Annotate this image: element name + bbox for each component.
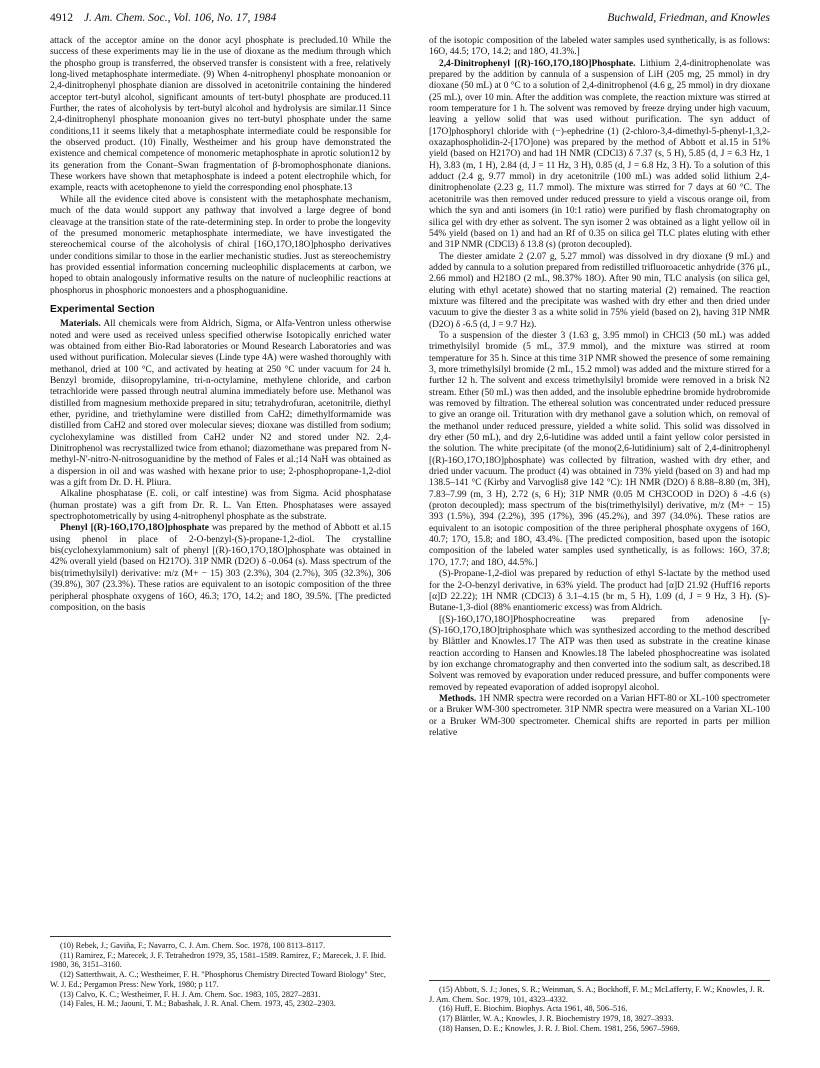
paragraph: (S)-Propane-1,2-diol was prepared by reduction of ethyl S-lactate by the method used for the 2-O-benzyl derivative, in 63% yield. The product had [α]D 21.92 (Huff16 reports [α]D 22.22); 1H NMR (CDCl3) δ 3.1–4.15 (br m, 5 H), 1.09 (d, J = 9 Hz, 3 H). (S)-Butane-1,3-diol (88% enantiomeric excess) was from Aldrich. — [429, 569, 770, 614]
footnotes — [429, 973, 770, 1034]
run-in-heading: Phenyl [(R)-16O,17O,18O]phosphate — [60, 523, 209, 534]
methods-paragraph — [429, 694, 770, 739]
footnote: (15) Abbott, S. J.; Jones, S. R.; Weinman, S. A.; Bockhoff, F. M.; McLafferty, F. W.; Knowles, J. R. J. Am. Chem. Soc. 1979, 101, 4323–4332. — [429, 985, 765, 1004]
paragraph: Alkaline phosphatase (E. coli, or calf intestine) was from Sigma. Acid phosphatase (human prostate) was a gift from Dr. R. L. Van Etten. Phosphatases were assayed spectrophotometrically by using 4-nitrophenyl phosphate as the substrate. — [50, 489, 391, 523]
paragraph: of the isotopic composition of the labeled water samples used synthetically, is as follows: 16O, 44.5; 17O, 14.2; and 18O, 41.3%.] — [429, 36, 770, 58]
run-in-heading: Materials. — [60, 319, 101, 330]
dnp-paragraph — [429, 59, 770, 252]
paragraph: The diester amidate 2 (2.07 g, 5.27 mmol) was dissolved in dry dioxane (9 mL) and added by cannula to a solution prepared from redistilled trifluoroacetic anhydride (376 μL, 2.66 mmol) and H218O (2 mL, 98.37% 18O). After 90 min, TLC analysis (on silica gel, eluting with ethyl acetate) showed that no starting material (2) remained. The reaction mixture was filtered and the precipitate was washed with dry ether and then dried under vacuum to give the diester 3 as a white solid in 75% yield (based on 2), having 31P NMR (D2O) δ -6.5 (d, J = 9.7 Hz). — [429, 251, 770, 330]
header-authors: Buchwald, Friedman, and Knowles — [607, 12, 770, 24]
running-header — [50, 12, 770, 28]
paragraph: [(S)-16O,17O,18O]Phosphocreatine was prepared from adenosine [γ-(S)-16O,17O,18O]triphosphate which was synthesized according to the method described by Blättler and Knowles.17 The ATP was then used as substrate in the creatine kinase reaction according to Hansen and Knowles.18 The labeled phosphocreatine was isolated by ion exchange chromatography and then converted into the sodium salt, as described.18 Solvent was removed by evaporation under reduced pressure, and buffer components were removed by repeated evaporation of added isopropyl alcohol. — [429, 614, 770, 693]
paragraph-text: 1H NMR spectra were recorded on a Varian HFT-80 or XL-100 spectrometer or a Bruker WM-300 spectrometer. 31P NMR spectra were measured on a Varian XL-100 or a Bruker WM-300 spectrometer. Chemical shifts are reported in parts per million relative — [429, 693, 771, 738]
materials-paragraph — [50, 319, 391, 489]
footnote: (14) Fales, H. M.; Jaouni, T. M.; Babashak, J. R. Anal. Chem. 1973, 45, 2302–2303. — [60, 999, 336, 1009]
run-in-heading: 2,4-Dinitrophenyl [(R)-16O,17O,18O]Phosphate. — [439, 58, 636, 69]
paragraph: While all the evidence cited above is consistent with the metaphosphate mechanism, much of the data would support any pathway that involved a large degree of bond cleavage at the transition state of the rate-determining step. In order to probe the longevity of the presumed monomeric metaphosphate intermediate, we have investigated the stereochemical course of the alcoholysis of chiral [16O,17O,18O]phospho derivatives under conditions similar to those in the earlier mechanistic studies. Just as stereochemistry has provided essential information concerning nucleophilic displacements at carbon, we hoped to obtain analogously informative results on the nature of nucleophilic reactions at phosphorus in phosphoric monoesters and a phosphoguanidine. — [50, 194, 391, 296]
page-number: 4912 — [50, 12, 73, 24]
paragraph-text: All chemicals were from Aldrich, Sigma, or Alfa-Ventron unless otherwise noted and were used as received unless specified otherwise Isotopically enriched water was obtained from either Bio-Rad laboratories or Mound Research Laboratories and was used without purification. Molecular sieves (Linde type 4A) were washed thoroughly with methanol, dried at 100 °C, and activated by heating at 250 °C under vacuum for 24 h. Benzyl bromide, diisopropylamine, tri-n-octylamine, methylene chloride, and carbon tetrachloride were passed through neutral alumina immediately before use. Methanol was distilled from magnesium methoxide prepared in situ; tetrahydrofuran, acetonitrile, diethyl ether, pyridine, and triethylamine were distilled from CaH2; dimethylformamide was distilled from CaH2 and stored over molecular sieves; dioxane was distilled from sodium; cyclohexylamine was distilled from CaH2 under N2 and stored under N2. 2,4-Dinitrophenol was recrystallized twice from ethanol; diazomethane was prepared from N-methyl-N'-nitro-N-nitrosoguanidine by the method of Fales et al.;14 NaH was obtained as a dispersion in oil and was washed with hexane prior to use; 2-phosphopropane-1,2-diol was a gift from Dr. D. H. Pliura. — [50, 319, 391, 489]
paragraph: To a suspension of the diester 3 (1.63 g, 3.95 mmol) in CHCl3 (50 mL) was added trimethylsilyl bromide (5 mL, 37.9 mmol), and the mixture was stirred at room temperature for 35 h. Since at this time 31P NMR showed the presence of some remaining 3, more trimethylsilyl bromide (2 mL, 15.2 mmol) was added and the mixture stirred for a further 12 h. The solvent and excess trimethylsilyl bromide were removed in a brisk N2 stream. Ether (50 mL) was then added, and the insoluble ephedrine bromide hydrobromide was removed by filtration. The ethereal solution was concentrated under reduced pressure to give an orange oil. Trituration with dry methanol gave a solution which, on removal of the methanol under reduced pressure, yielded a white solid. This solid was dissolved in dry ether (50 mL), and dry 2,6-lutidine was added until a faint yellow color persisted in the solution. The white precipitate (of the mono(2,6-lutidinium) salt of 2,4-dinitrophenyl [(R)-16O,17O,18O]phosphate) was collected by filtration, washed with dry ether, and dried under vacuum. The product (4) was obtained in 73% yield (based on 3) and had mp 138.5–141 °C (Kirby and Varvoglis8 give 142 °C): 1H NMR (D2O) δ 8.88–8.80 (m, 3H), 7.83–7.99 (m, 3 H), 2.72 (s, 6 H); 31P NMR (0.05 M CH3COOD in D2O) δ -4.6 (s) (proton decoupled); mass spectrum of the bis(trimethylsilyl) derivative, m/z (M+ − 15) 393 (1.5%), 394 (2.2%), 395 (17%), 396 (45.2%), and 397 (34.0%). These ratios are equivalent to an isotopic composition of the three peripheral phosphate oxygens of 16O, 40.7; 17O, 15.8; and 18O, 43.4%. [The predicted composition, based upon the isotopic composition of the labeled water samples used synthetically, is as follows: 16O, 37.8; 17O, 17.7; and 18O, 44.5%.] — [429, 330, 770, 568]
paragraph: attack of the acceptor amine on the donor acyl phosphate is precluded.10 While the success of these experiments may lie in the use of dioxane as the medium through which the phospho group is transferred, the observed transfer is consistent with a free, relatively long-lived metaphosphate intermediate. (9) When 4-nitrophenyl phosphate monoanion or 2,4-dinitrophenyl phosphate dianion are dissolved in acetonitrile containing the hindered acceptor tert-butyl alcohol, significant amounts of tert-butyl phosphate are produced.11 Further, the rates of alcoholysis by tert-butyl alcohol and hydrolysis are similar.11 Since 2,4-dinitrophenyl phosphate monoanion gives no tert-butyl phosphate under the same conditions,11 it seems likely that a metaphosphate intermediate could be responsible for the observed product. (10) Finally, Westheimer and his group have demonstrated the existence and chemical competence of monomeric metaphosphate in aprotic solution12 by its generation from the Conant–Swan fragmentation of β-bromophosphonate dianions. These workers have shown that metaphosphate is indeed a potent electrophile which, for example, reacts with acetophenone to yield the corresponding enol phosphate.13 — [50, 36, 391, 194]
run-in-heading: Methods. — [439, 693, 477, 704]
right-column — [429, 36, 770, 1036]
header-left — [50, 12, 276, 24]
footnote: (16) Huff, E. Biochim. Biophys. Acta 1961, 48, 506–516. — [439, 1004, 628, 1014]
footnote: (10) Rebek, J.; Gaviña, F.; Navarro, C. J. Am. Chem. Soc. 1978, 100 8113–8117. — [60, 941, 326, 950]
footnote: (11) Ramirez, F.; Marecek, J. F. Tetrahedron 1979, 35, 1581–1589. Ramirez, F.; Marecek, J. F. Ibid. 1980, 36, 3151–3160. — [50, 950, 386, 970]
phenyl-paragraph — [50, 523, 391, 614]
left-column — [50, 36, 391, 1036]
footnote: (12) Satterthwait, A. C.; Westheimer, F. H. "Phosphorus Chemistry Directed Toward Biology" Stec, W. J. Ed.; Pergamon Press: New York, 1980; p 117. — [50, 970, 386, 989]
journal-citation: J. Am. Chem. Soc., Vol. 106, No. 17, 1984 — [83, 12, 277, 24]
footnote: (18) Hansen, D. E.; Knowles, J. R. J. Biol. Chem. 1981, 256, 5967–5969. — [439, 1023, 680, 1033]
paragraph-text: was prepared by the method of Abbott et al.15 using phenol in place of 2-O-benzyl-(S)-propane-1,2-diol. The crystalline bis(cyclohexylammonium) salt of phenyl [(R)-16O,17O,18O]phosphate was obtained in 42% overall yield (based on H217O). 31P NMR (D2O) δ -0.064 (s). Mass spectrum of the bis(trimethylsilyl) derivative: m/z (M+ − 15) 303 (2.3%), 304 (2.7%), 305 (32.3%), 306 (39.8%), 307 (23.3%). These ratios are equivalent to an isotopic composition of the three peripheral phosphate oxygens of 16O, 46.3; 17O, 14.2; and 18O, 39.5%. [The predicted composition, on the basis — [50, 523, 392, 613]
footnote: (17) Blättler, W. A.; Knowles, J. R. Biochemistry 1979, 18, 3927–3933. — [439, 1014, 674, 1024]
footnotes — [50, 929, 391, 1009]
paragraph-text: Lithium 2,4-dinitrophenolate was prepared by the addition by cannula of a suspension of LiH (205 mg, 25 mmol) in dry dioxane (50 mL) at 0 °C to a solution of 2,4-dinitrophenol (4.6 g, 25 mmol) in dry dioxane (25 mL), over 10 min. After the addition was complete, the reaction mixture was stirred at room temperature for 1 h. The solvent was removed by freeze drying under high vacuum, leaving a yellow solid that was used without purification. The syn adduct of [17O]phosphoryl chloride with (−)-ephedrine (1) (2-chloro-3,4-dimethyl-5-phenyl-1,3,2-oxazaphospholidin-2-[17O]one) was prepared by the method of Abbott et al.15 in 51% yield (based on H217O) and had 1H NMR (CDCl3) δ 7.37 (s, 5 H), 5.85 (d, J = 6.3 Hz, 1 H), 3.83 (m, 1 H), 2.84 (d, J = 11 Hz, 3 H), 0.85 (d, J = 6.8 Hz, 3 H). To a solution of this adduct (2.4 g, 9.77 mmol) in dry acetonitrile (100 mL) was added solid lithium 2,4-dinitrophenolate (2.23 g, 11.7 mmol). The mixture was stirred for 7 days at 60 °C. The acetonitrile was then removed under reduced pressure to yield a viscous orange oil, from which the syn and anti isomers (in 10:1 ratio) were purified by flash chromatography on silica gel with dry ether as solvent. The syn isomer 2 was obtained as a light yellow oil in 54% yield (based on 1) and had an Rf of 0.35 on silica gel TLC plates eluting with ether and 31P NMR (CDCl3) δ 13.8 (s) (proton decoupled). — [429, 58, 770, 251]
footnote-rule — [50, 936, 391, 937]
footnote-rule — [429, 980, 770, 981]
section-title: Experimental Section — [50, 303, 155, 315]
footnote: (13) Calvo, K. C.; Westheimer, F. H. J. Am. Chem. Soc. 1983, 105, 2827–2831. — [60, 989, 321, 999]
